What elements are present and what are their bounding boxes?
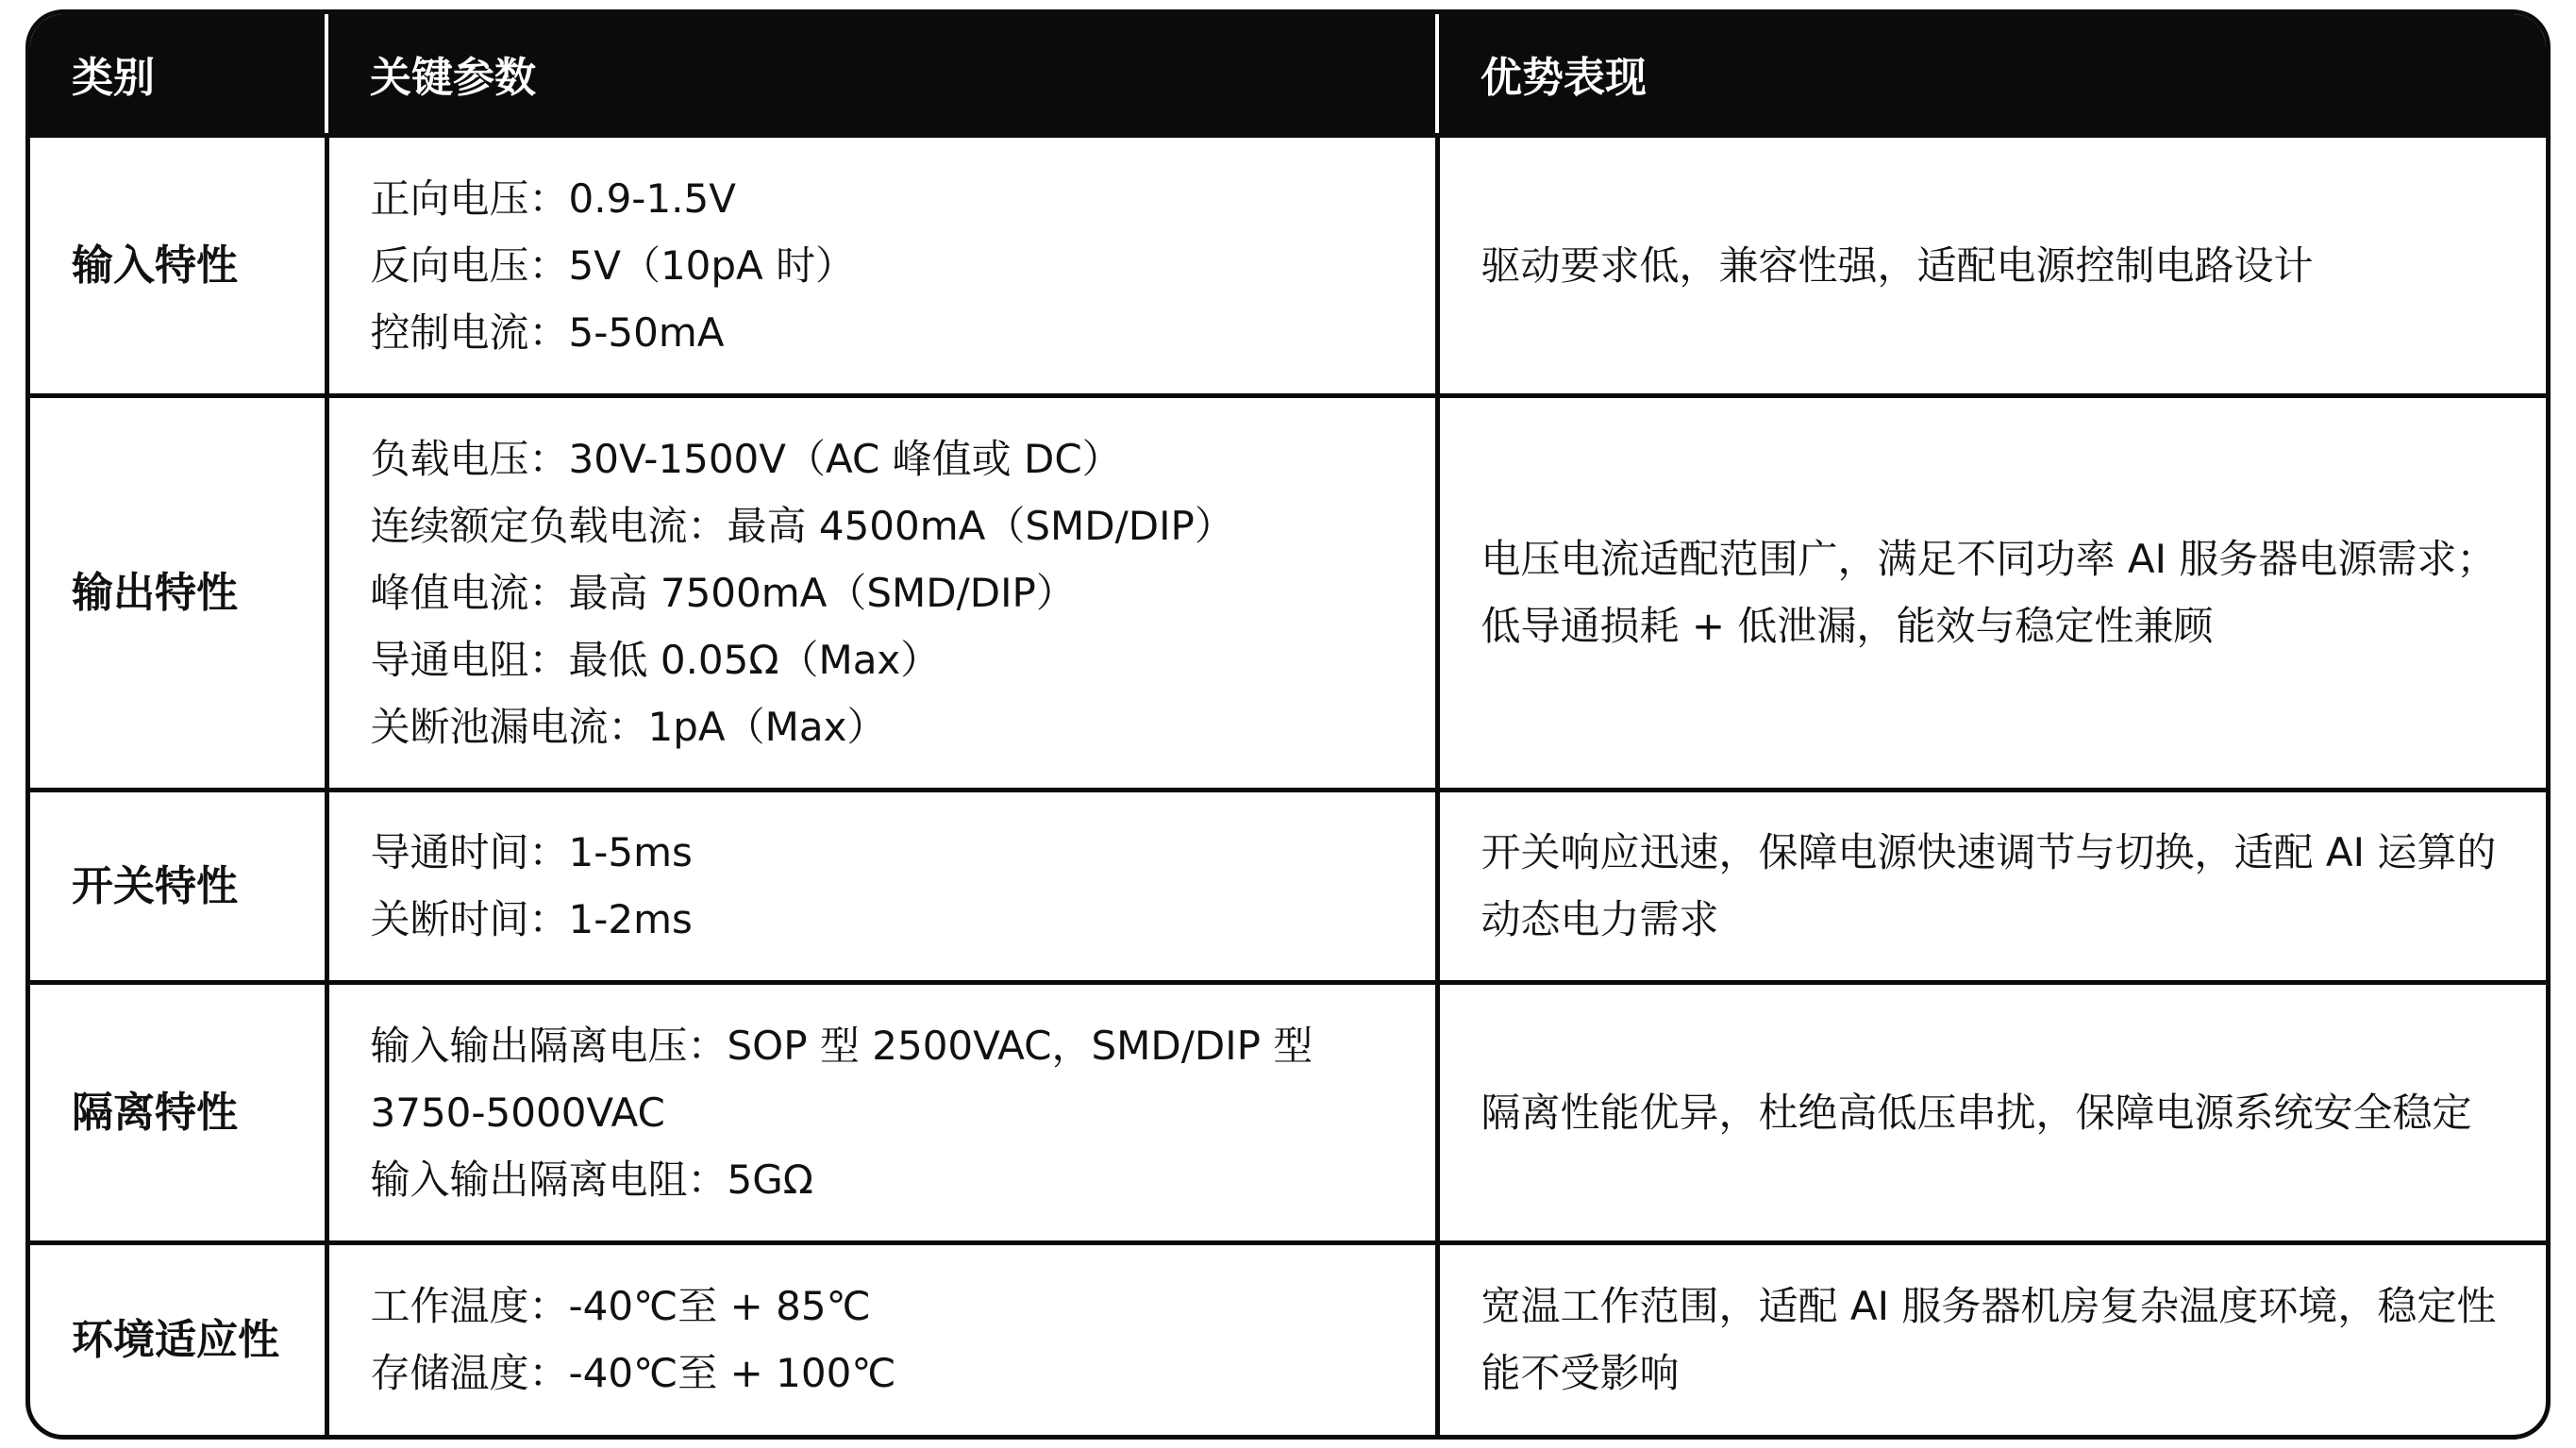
- performance-cell: 隔离性能优异，杜绝高低压串扰，保障电源系统安全稳定: [1437, 982, 2546, 1242]
- header-row: [30, 14, 2546, 135]
- category-cell: 环境适应性: [30, 1242, 326, 1435]
- table-row: [30, 1242, 2546, 1435]
- param-line: 连续额定负载电流：最高 4500mA（SMD/DIP）: [370, 502, 1234, 549]
- params-cell: [326, 1242, 1437, 1435]
- param-line: 存储温度：-40℃至 + 100℃: [370, 1350, 896, 1397]
- table-row: [30, 982, 2546, 1242]
- params-cell: [326, 135, 1437, 395]
- param-line: 导通电阻：最低 0.05Ω（Max）: [370, 636, 941, 683]
- category-cell: 隔离特性: [30, 982, 326, 1242]
- performance-cell: 电压电流适配范围广，满足不同功率 AI 服务器电源需求；低导通损耗 + 低泄漏，能效与稳定性兼顾: [1437, 395, 2546, 790]
- param-line: 控制电流：5-50mA: [370, 308, 725, 356]
- performance-cell: 宽温工作范围，适配 AI 服务器机房复杂温度环境，稳定性能不受影响: [1437, 1242, 2546, 1435]
- performance-cell: 驱动要求低，兼容性强，适配电源控制电路设计: [1437, 135, 2546, 395]
- param-line: 负载电压：30V-1500V（AC 峰值或 DC）: [370, 435, 1122, 482]
- params-cell: [326, 395, 1437, 790]
- table-row: [30, 395, 2546, 790]
- header-category: 类别: [72, 53, 155, 102]
- performance-cell: 开关响应迅速，保障电源快速调节与切换，适配 AI 运算的动态电力需求: [1437, 790, 2546, 982]
- param-line: 导通时间：1-5ms: [370, 829, 693, 875]
- params-cell: [326, 982, 1437, 1242]
- param-line: 输入输出隔离电压：SOP 型 2500VAC，SMD/DIP 型 3750-5000VAC: [370, 1022, 1313, 1136]
- table-row: [30, 790, 2546, 982]
- header-params: 关键参数: [326, 14, 1437, 135]
- header-performance: 优势表现: [1437, 14, 2546, 135]
- spec-table: [30, 14, 2546, 1435]
- table-row: [30, 135, 2546, 395]
- table-header: [30, 14, 2546, 135]
- param-line: 关断池漏电流：1pA（Max）: [370, 703, 887, 750]
- table-body: [30, 135, 2546, 1435]
- param-line: 输入输出隔离电阻：5GΩ: [370, 1156, 813, 1203]
- category-cell: 输入特性: [30, 135, 326, 395]
- param-line: 正向电压：0.9-1.5V: [370, 175, 736, 222]
- spec-table-container: [25, 9, 2551, 1440]
- param-line: 工作温度：-40℃至 + 85℃: [370, 1283, 871, 1330]
- category-cell: 开关特性: [30, 790, 326, 982]
- param-line: 峰值电流：最高 7500mA（SMD/DIP）: [370, 569, 1076, 616]
- params-cell: [326, 790, 1437, 982]
- category-cell: 输出特性: [30, 395, 326, 790]
- param-line: 反向电压：5V（10pA 时）: [370, 241, 856, 289]
- param-line: 关断时间：1-2ms: [370, 896, 693, 942]
